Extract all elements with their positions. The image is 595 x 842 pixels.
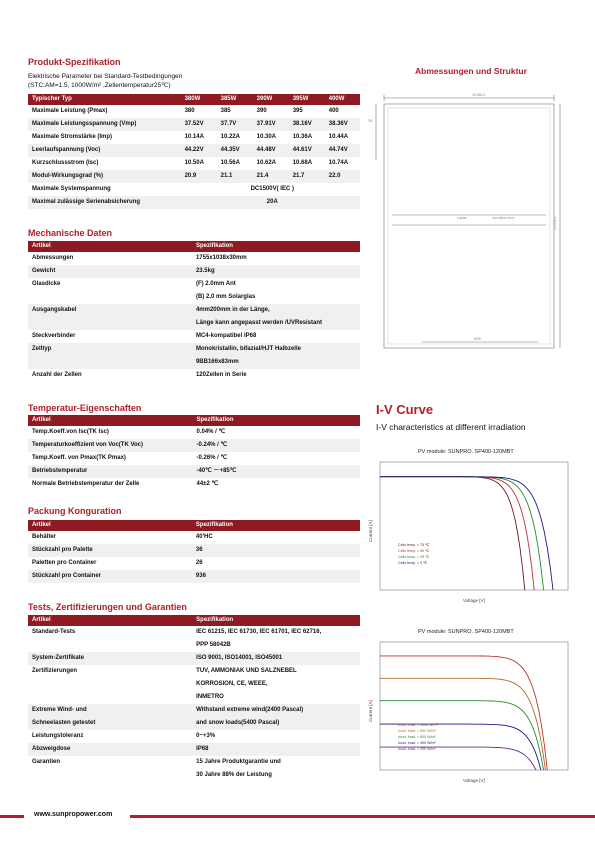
iv-title: I-V Curve — [376, 402, 434, 417]
mechanisch-row — [28, 265, 360, 278]
tests-cell: System-Zertifikate — [28, 652, 192, 665]
mechanisch-row — [28, 343, 360, 369]
iv-series-line — [380, 477, 525, 590]
iv-series-line — [380, 477, 534, 590]
iv-legend-entry: Incid. Irrad. = 400 W/m² — [398, 741, 436, 745]
temperatur-header-cell: Artikel — [28, 415, 193, 426]
label-text: Label — [457, 215, 467, 220]
iv-legend-entry: Cells temp. = 0 ℃ — [398, 561, 428, 565]
mechanisch-row — [28, 304, 360, 330]
packung-cell: Stückzahl pro Container — [28, 570, 192, 583]
mechanisch-cell: Gewicht — [28, 265, 192, 278]
tests-row — [28, 665, 360, 704]
mechanisch-table — [28, 241, 360, 382]
produkt-cell: 21.4 — [253, 170, 289, 183]
produkt-cell: Modul-Wirkungsgrad (%) — [28, 170, 181, 183]
produkt-cell: 38.16V — [289, 118, 325, 131]
packung-cell: 36 — [192, 544, 360, 557]
packung-row — [28, 531, 360, 544]
dim-bottom: 898 — [474, 336, 481, 341]
tests-header-cell: Spezifikation — [192, 615, 360, 626]
iv-legend-entry: Cells temp. = 50 ℃ — [398, 549, 430, 553]
iv-legend-entry: Incid. Irrad. = 200 W/m² — [398, 747, 436, 751]
chart2-xlabel: Voltage [V] — [463, 778, 485, 783]
mechanisch-row — [28, 252, 360, 265]
iv-subtitle: I-V characteristics at different irradiation — [376, 422, 526, 432]
tests-row — [28, 652, 360, 665]
section-title-mechanisch: Mechanische Daten — [28, 228, 113, 238]
chart1-xlabel: Voltage [V] — [463, 598, 485, 603]
packung-cell: Paletten pro Container — [32, 560, 97, 566]
chart1-title: PV module: SUNPRO. SP400-120MBT — [418, 449, 514, 455]
mechanisch-cell: 4mm200mm in der Länge, Länge kann angepasst werden /UVResistant — [192, 304, 360, 330]
tests-header-cell: Artikel — [28, 615, 192, 626]
mechanisch-row — [28, 330, 360, 343]
produkt-cell: 385 — [220, 108, 231, 114]
temperatur-cell: -40℃ ～+85℃ — [193, 465, 361, 478]
mechanisch-cell: Abmessungen — [32, 255, 74, 261]
produkt-cell: Maximal zulässige Serienabsicherung — [28, 196, 181, 209]
junction-text: Junction box — [492, 215, 515, 220]
produkt-cell: 10.14A — [184, 134, 204, 140]
produkt-cell: 44.48V — [253, 144, 289, 157]
produkt-cell: 10.50A — [184, 160, 204, 166]
iv-legend-entry: Incid. Irrad. = 600 W/m² — [398, 735, 436, 739]
produkt-cell: Leerlaufspannung (Voc) — [28, 144, 181, 157]
produkt-row — [28, 196, 360, 209]
mechanisch-header-cell: Artikel — [28, 241, 192, 252]
produkt-cell: 10.62A — [256, 160, 277, 166]
produkt-table — [28, 94, 360, 209]
produkt-cell: 22.0 — [325, 170, 360, 183]
tests-row — [28, 704, 360, 730]
mechanisch-cell: Monokristallin, bifazial/HJT Halbzelle 9BB166x83mm — [192, 343, 360, 369]
tests-cell: Garantien — [32, 759, 61, 765]
tests-row — [28, 730, 360, 743]
produkt-cell: 10.44A — [328, 134, 349, 140]
produkt-cell: 37.7V — [217, 118, 253, 131]
tests-cell: Leistungstoleranz — [32, 733, 84, 739]
produkt-cell: 20.9 — [181, 170, 217, 183]
footer-url[interactable]: www.sunpropower.com — [34, 811, 113, 818]
produkt-row — [28, 157, 360, 170]
packung-header-cell: Artikel — [28, 520, 192, 531]
temperatur-cell: -0.24% / ℃ — [193, 439, 361, 452]
mechanisch-cell: 120Zellen in Serie — [195, 372, 247, 378]
iv-legend-entry: Cells temp. = 75 ℃ — [398, 543, 430, 547]
iv-series-line — [380, 477, 544, 590]
section-title-temperatur: Temperatur-Eigenschaften — [28, 403, 142, 413]
tests-cell: Extreme Wind- und Schneelasten getestet — [28, 704, 192, 730]
packung-row — [28, 570, 360, 583]
produkt-cell: DC1500V( IEC ) — [250, 186, 294, 192]
produkt-row — [28, 105, 360, 118]
temperatur-row — [28, 426, 360, 439]
packung-header-cell: Spezifikation — [192, 520, 360, 531]
produkt-cell: 380 — [184, 108, 195, 114]
dim-side: 1755±1 — [552, 216, 557, 230]
temperatur-cell: 44±2 ℃ — [196, 481, 219, 487]
temperatur-row — [28, 452, 360, 465]
tests-cell: 15 Jahre Produktgarantie und 30 Jahre 88% der Leistung — [196, 759, 281, 778]
produkt-row — [28, 131, 360, 144]
produkt-row — [28, 183, 360, 196]
mechanisch-cell: Steckverbinder — [32, 333, 76, 339]
packung-table — [28, 520, 360, 583]
produkt-cell: Maximale Leistung (Pmax) — [32, 108, 108, 114]
produkt-cell: 390 — [256, 108, 267, 114]
produkt-cell: 37.52V — [181, 118, 217, 131]
produkt-cell: 37.91V — [253, 118, 289, 131]
iv-legend-entry: Incid. Irrad. = 800 W/m² — [398, 729, 436, 733]
module-frame — [384, 104, 554, 348]
produkt-cell: 10.36A — [292, 134, 313, 140]
produkt-cell: Maximale Leistungsspannung (Vmp) — [28, 118, 181, 131]
section-title-produkt: Produkt-Spezifikation — [28, 57, 121, 67]
tests-cell: ISO 9001, ISO14001, ISO45001 — [192, 652, 360, 665]
produkt-cell: 10.56A — [220, 160, 240, 166]
tests-row — [28, 743, 360, 756]
produkt-cell: Kurzschlussstrom (Isc) — [32, 160, 99, 166]
mechanisch-header-cell: Spezifikation — [192, 241, 360, 252]
produkt-cell: 44.61V — [289, 144, 325, 157]
produkt-header-cell: 390W — [253, 94, 289, 105]
temperatur-cell: Temp.Koeff.von Isc(TK Isc) — [32, 429, 109, 435]
produkt-cell: 10.68A — [292, 160, 313, 166]
packung-cell: 26 — [195, 560, 203, 566]
packung-cell: 936 — [192, 570, 360, 583]
tests-cell: 0~+3% — [196, 733, 216, 739]
produkt-cell: Maximale Systemspannung — [32, 186, 111, 192]
produkt-cell: 400 — [328, 108, 339, 114]
produkt-cell: 21.1 — [217, 170, 253, 183]
temperatur-cell: -0.26% / ℃ — [196, 455, 228, 461]
tests-cell: TUV, AMMONIAK UND SALZNEBEL KORROSION, CE, WEEE, INMETRO — [196, 668, 297, 700]
produkt-header-cell: 380W — [181, 94, 217, 105]
tests-cell: Abzweigdose — [28, 743, 192, 756]
iv-chart-irradiance — [368, 622, 578, 787]
tests-cell: IEC 61215, IEC 61730, IEC 61701, IEC 62716, PPP 58042B — [196, 629, 322, 648]
produkt-cell: 21.7 — [289, 170, 325, 183]
mechanisch-cell: (F) 2.0mm Ant (B) 2,0 mm Solarglas — [195, 281, 256, 300]
produkt-cell: 395 — [292, 108, 303, 114]
mechanisch-cell: Ausgangskabel — [28, 304, 192, 330]
produkt-header-cell: Typischer Typ — [28, 94, 181, 105]
temperatur-table — [28, 415, 360, 491]
footer-bar-right — [130, 815, 595, 818]
mechanisch-cell: 23.5kg — [192, 265, 360, 278]
packung-row — [28, 544, 360, 557]
temperatur-cell: Temp.Koeff. von Pmax(TK Pmax) — [32, 455, 126, 461]
produkt-cell: 20A — [181, 196, 360, 209]
chart1-ylabel: Current [A] — [368, 520, 373, 542]
chart2-title: PV module: SUNPRO. SP400-120MBT — [418, 629, 514, 635]
produkt-cell: 10.74A — [328, 160, 349, 166]
temperatur-cell: Temperaturkoeffizient von Voc(TK Voc) — [28, 439, 193, 452]
mechanisch-row — [28, 278, 360, 304]
packung-cell: Behälter — [32, 534, 57, 540]
dim-left: 35 — [368, 118, 373, 123]
temperatur-row — [28, 478, 360, 491]
temperatur-cell: 0.04% / ℃ — [196, 429, 226, 435]
tests-row — [28, 756, 360, 782]
mechanisch-cell: Zelltyp — [28, 343, 192, 369]
tests-table — [28, 615, 360, 782]
produkt-cell: 44.22V — [181, 144, 217, 157]
chart2-ylabel: Current [A] — [368, 700, 373, 722]
temperatur-cell: Betriebstemperatur — [28, 465, 193, 478]
temperatur-cell: Normale Betriebstemperatur der Zelle — [32, 481, 140, 487]
produkt-cell: 38.36V — [325, 118, 360, 131]
tests-cell: Standard-Tests — [32, 629, 76, 635]
section-title-packung: Packung Konguration — [28, 506, 122, 516]
mechanisch-cell: MC4-kompatibel IP68 — [195, 333, 257, 339]
temperatur-row — [28, 465, 360, 478]
tests-cell: Withstand extreme wind(2400 Pascal) and snow loads(5400 Pascal) — [192, 704, 360, 730]
produkt-cell: 44.74V — [325, 144, 360, 157]
packung-row — [28, 557, 360, 570]
produkt-row — [28, 144, 360, 157]
tests-row — [28, 626, 360, 652]
footer-bar-left — [0, 815, 24, 818]
produkt-cell: 10.30A — [256, 134, 277, 140]
produkt-header-cell: 395W — [289, 94, 325, 105]
mechanisch-cell: Anzahl der Zellen — [32, 372, 82, 378]
tests-cell: IP68 — [192, 743, 360, 756]
module-dimension-drawing — [362, 90, 562, 352]
produkt-cell: 44.35V — [217, 144, 253, 157]
temperatur-row — [28, 439, 360, 452]
mechanisch-row — [28, 369, 360, 382]
temperatur-header-cell: Spezifikation — [193, 415, 361, 426]
produkt-subtitle-1: Elektrische Parameter bei Standard-Testbedingungen — [28, 73, 183, 80]
tests-cell: Zertifizierungen — [32, 668, 78, 674]
mechanisch-cell: Glasdicke — [32, 281, 61, 287]
section-title-tests: Tests, Zertifizierungen und Garantien — [28, 602, 187, 612]
iv-legend-entry: Incid. Irrad. = 1000 W/m² — [398, 723, 438, 727]
produkt-header-cell: 385W — [217, 94, 253, 105]
produkt-cell: Maximale Stromstärke (Imp) — [32, 134, 113, 140]
drawing-title: Abmessungen und Struktur — [415, 66, 527, 76]
packung-cell: 40'HC — [195, 534, 213, 540]
iv-chart-temperature — [368, 442, 578, 607]
produkt-subtitle-2: (STC:AM=1.5, 1000W/m² ,Zellentemperatur25℃) — [28, 82, 171, 89]
produkt-row — [28, 170, 360, 183]
iv-legend-entry: Cells temp. = 25 ℃ — [398, 555, 430, 559]
mechanisch-cell: 1755x1038x30mm — [195, 255, 247, 261]
dim-top: 1038±1 — [472, 92, 486, 97]
produkt-row — [28, 118, 360, 131]
produkt-cell: 10.22A — [220, 134, 240, 140]
produkt-header-cell: 400W — [325, 94, 360, 105]
packung-cell: Stückzahl pro Palette — [28, 544, 192, 557]
